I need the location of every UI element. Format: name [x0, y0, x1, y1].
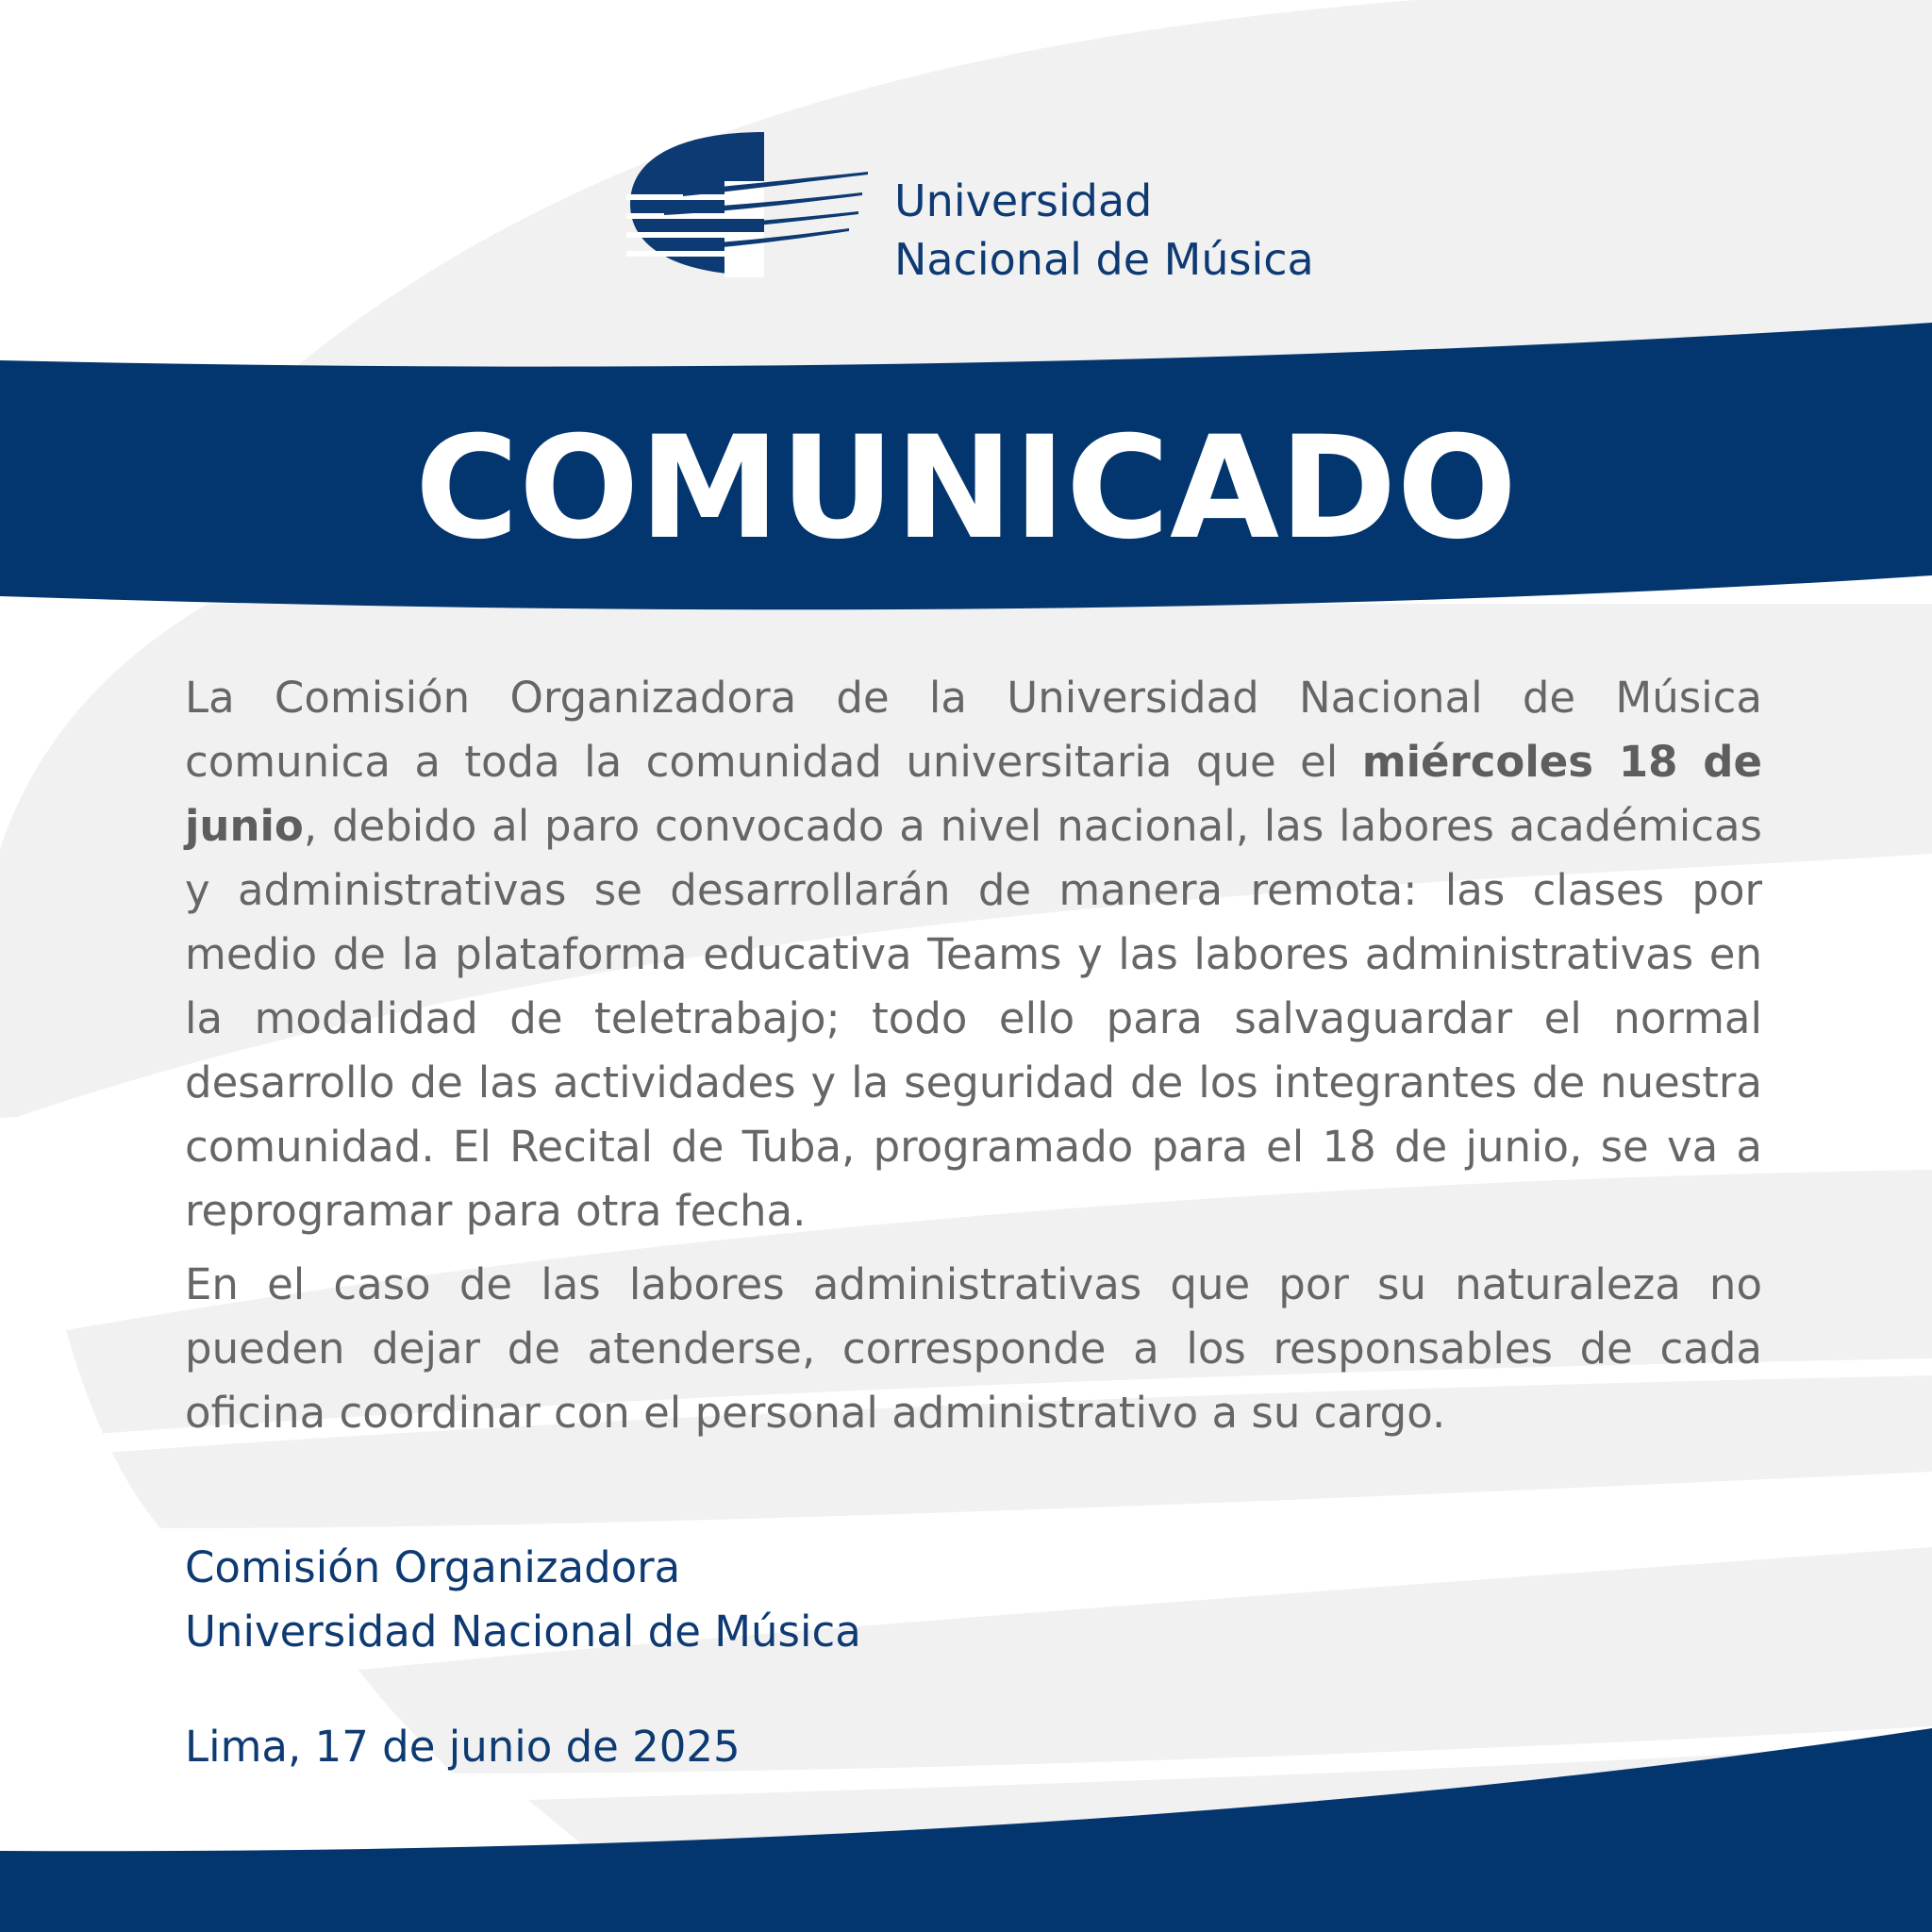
- place-date: Lima, 17 de junio de 2025: [185, 1722, 741, 1772]
- signature-block: [185, 1536, 861, 1664]
- university-emblem-icon: [626, 128, 872, 279]
- university-logo: [626, 128, 1314, 289]
- announcement-body: [185, 666, 1762, 1455]
- signature-line-2: Universidad Nacional de Música: [185, 1607, 861, 1657]
- paragraph-1-intro: La Comisión Organizadora de la Universidad Nacional de Música comunica a toda la comunidad universitaria que el: [185, 673, 1762, 787]
- university-logo-text: [894, 172, 1314, 289]
- paragraph-1: [185, 666, 1762, 1243]
- page-title: COMUNICADO: [414, 407, 1518, 571]
- paragraph-2: En el caso de las labores administrativas que por su naturaleza no pueden dejar de atenderse, corresponde a los responsables de cada oficina coordinar con el personal administrativo a su cargo.: [185, 1259, 1762, 1438]
- paragraph-1-rest: , debido al paro convocado a nivel nacional, las labores académicas y administrativas se desarrollarán de manera remota: las clases por medio de la plataforma educativa Teams y las labores administrativas en la modalidad de teletrabajo; todo ello para salvaguardar el normal desarrollo de las actividades y la seguridad de los integrantes de nuestra comunidad. El Recital de Tuba, programado para el 18 de junio, se va a reprogramar para otra fecha.: [185, 801, 1762, 1236]
- logo-line-2: Nacional de Música: [894, 234, 1314, 285]
- signature-line-1: Comisión Organizadora: [185, 1542, 681, 1592]
- logo-line-1: Universidad: [894, 175, 1153, 226]
- highlighted-date: miércoles 18 de junio: [185, 737, 1762, 851]
